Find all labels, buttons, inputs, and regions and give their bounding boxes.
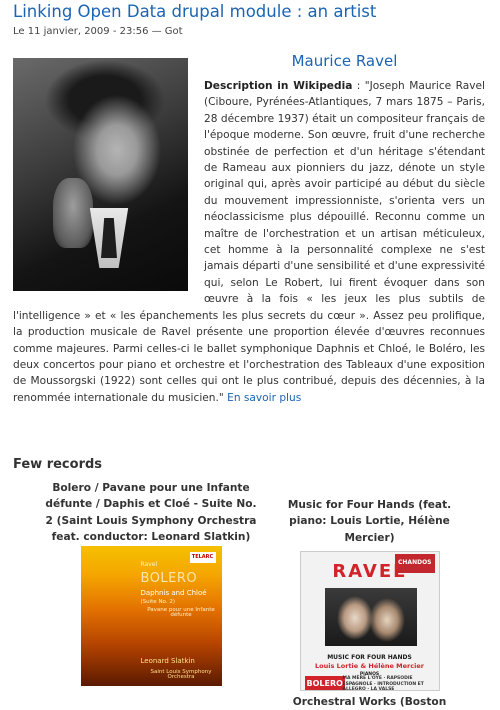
record-item [45, 480, 257, 686]
record-item [272, 694, 467, 710]
cover-performers: Louis Lortie & Hélène Mercier [315, 662, 424, 671]
cover-headline: RAVEL [332, 561, 407, 583]
record-title[interactable]: Orchestral Works (Boston [292, 696, 447, 708]
artist-section [13, 52, 485, 406]
artist-portrait-image [13, 58, 188, 291]
label-logo: TELARC [190, 552, 216, 563]
page-title[interactable]: Linking Open Data drupal module : an artist [13, 2, 377, 21]
description-label: Description in Wikipedia [204, 80, 353, 92]
cover-bottom-detail: MA MÈRE L'OYE · RAPSODIE ESPAGNOLE · INTRODUCTION ET ALLEGRO · LA VALSE [342, 676, 424, 692]
cover-headline: BOLERO [140, 570, 198, 586]
record-item [272, 497, 467, 691]
cover-conductor: Leonard Slatkin [140, 656, 195, 665]
cover-line: Daphnis and Chloé [140, 588, 207, 597]
label-logo: CHANDOS [395, 554, 435, 572]
cover-line: PIANOS [359, 672, 380, 678]
cover-bottom-title: BOLERO [305, 676, 345, 691]
record-title[interactable]: Music for Four Hands (feat. piano: Louis Lortie, Hélène Mercier) [287, 499, 452, 544]
records-heading: Few records [13, 457, 103, 472]
cover-orchestra: Saint Louis Symphony Orchestra [150, 668, 212, 681]
album-cover-image[interactable] [300, 551, 440, 691]
cover-line: MUSIC FOR FOUR HANDS [327, 654, 412, 662]
album-cover-image[interactable] [81, 546, 222, 686]
cover-line: (Suite No. 2) [140, 598, 175, 605]
description-text: : "Joseph Maurice Ravel (Ciboure, Pyrénées-Atlantiques, 7 mars 1875 – Paris, 28 décembre 1937) était un compositeur français de l'époque moderne. Son œuvre, fruit d'une recherche obstinée de perfection et d'un héritage s'étendant de Rameau aux pionniers du jazz, dénote un style original qui, après avoir participé au début du siècle du mouvement impressionniste, s'orienta vers un néoclassicisme plus dépouillé. Reconnu comme un maître de l'orchestration et un artisan méticuleux, cet homme à la personnalité complexe ne s'est jamais départi d'une sensibilité et d'une expressivité qui, selon Le Robert, lui firent évoquer dans son œuvre à la fois « les jeux les plus subtils de l'intelligence » et « les épanchements les plus secrets du cœur ». Assez peu prolifique, la production musicale de Ravel présente une proportion élevée d'œuvres reconnues comme majeures. Parmi celles-ci le ballet symphonique Daphnis et Chloé, le Boléro, les deux concertos pour piano et orchestre et l'orchestration des Tableaux d'une exposition de Moussorgski (1922) sont celles qui ont le plus contribué, depuis des décennies, à la renommée internationale du musicien." [13, 80, 485, 404]
portrait-hand-shape [53, 178, 93, 248]
post-meta: Le 11 janvier, 2009 - 23:56 — Got [13, 26, 183, 37]
read-more-link[interactable]: En savoir plus [227, 391, 302, 404]
artist-name: Maurice Ravel [291, 52, 398, 70]
cover-photo [325, 588, 417, 646]
cover-composer: Ravel [140, 560, 158, 568]
record-title[interactable]: Bolero / Pavane pour une Infante défunte / Daphis et Cloé - Suite No. 2 (Saint Louis Symphony Orchestra feat. conductor: Leonard Slatkin) [45, 482, 257, 544]
cover-line: Pavane pour une Infante défunte [147, 606, 215, 619]
